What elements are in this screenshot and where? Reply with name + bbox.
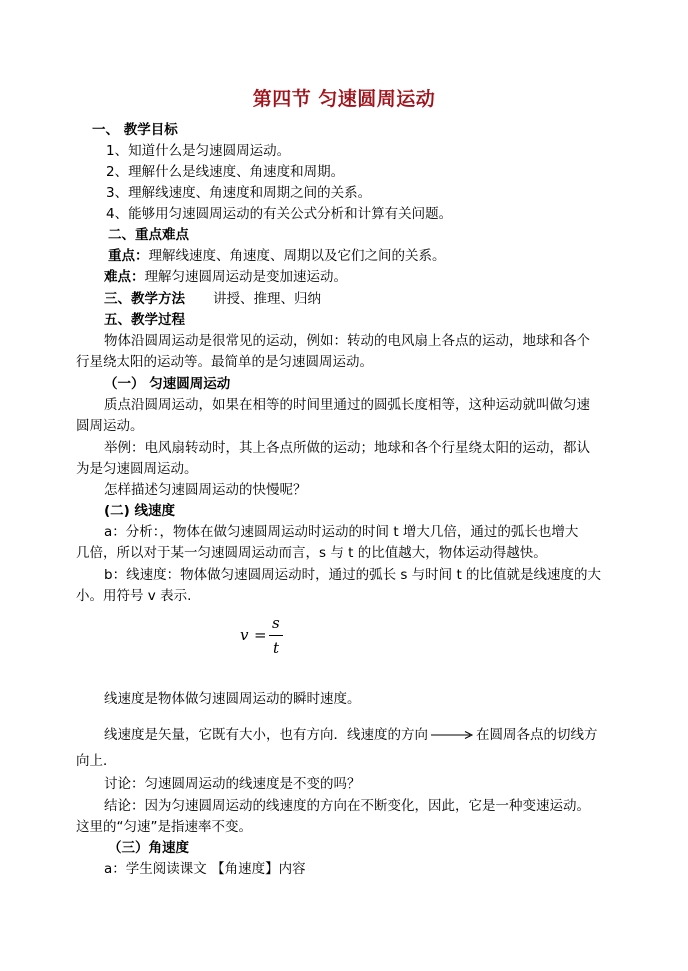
paragraph-line: 物体沿圆周运动是很常见的运动，例如：转动的电风扇上各点的运动，地球和各个 <box>104 333 590 349</box>
right-arrow-icon <box>430 730 474 740</box>
difficult-point <box>104 268 347 286</box>
teaching-methods <box>104 290 321 308</box>
page-title: 第四节 匀速圆周运动 <box>252 88 436 110</box>
paragraph-line: 为是匀速圆周运动。 <box>76 461 198 477</box>
paragraph-line: a：分析：，物体在做匀速圆周运动时运动的时间 t 增大几倍，通过的弧长也增大 <box>104 524 579 540</box>
section-heading-methods: 三、教学方法 <box>104 291 185 307</box>
formula-equals: = <box>254 626 267 644</box>
subsection-heading-linear-velocity: (二) 线速度 <box>104 503 176 519</box>
difficult-point-text: 理解匀速圆周运动是变加速运动。 <box>144 269 347 285</box>
paragraph-line: 行星绕太阳的运动等。最简单的是匀速圆周运动。 <box>76 354 373 370</box>
direction-text-a: 线速度是矢量，它既有大小，也有方向．线速度的方向 <box>104 727 428 743</box>
paragraph-line: 这里的“匀速”是指速率不变。 <box>76 819 252 835</box>
formula-denominator: t <box>273 639 280 657</box>
objective-item: 3、理解线速度、角速度和周期之间的关系。 <box>106 185 372 201</box>
paragraph-line-with-arrow <box>104 726 598 744</box>
key-point-text: 理解线速度、角速度、周期以及它们之间的关系。 <box>148 248 446 264</box>
paragraph-line: 结论：因为匀速圆周运动的线速度的方向在不断变化，因此，它是一种变速运动。 <box>104 798 590 814</box>
difficult-point-label: 难点： <box>104 269 145 285</box>
paragraph-line: 质点沿圆周运动，如果在相等的时间里通过的圆弧长度相等，这种运动就叫做匀速 <box>104 397 590 413</box>
key-point <box>108 247 446 265</box>
section-heading-key-points: 二、重点难点 <box>108 227 189 243</box>
formula-lhs: v <box>240 626 249 644</box>
section-heading-objectives: 一、 教学目标 <box>92 122 178 138</box>
fraction-bar <box>269 635 283 636</box>
methods-text: 讲授、推理、归纳 <box>213 291 321 307</box>
direction-text-b: 在圆周各点的切线方 <box>476 727 598 743</box>
key-point-label: 重点： <box>108 248 149 264</box>
paragraph-line: 小。用符号 v 表示. <box>76 588 192 604</box>
paragraph-line: b：线速度：物体做匀速圆周运动时，通过的弧长 s 与时间 t 的比值就是线速度的大 <box>104 567 602 583</box>
paragraph-line: a：学生阅读课文 【角速度】内容 <box>104 861 306 877</box>
subsection-heading-uniform-circular-motion: （一） 匀速圆周运动 <box>104 376 231 392</box>
paragraph-line: 几倍，所以对于某一匀速圆周运动而言，s 与 t 的比值越大，物体运动得越快。 <box>76 545 547 561</box>
paragraph-line: 圆周运动。 <box>76 418 144 434</box>
objective-item: 4、能够用匀速圆周运动的有关公式分析和计算有关问题。 <box>106 206 453 222</box>
section-heading-process: 五、教学过程 <box>104 312 185 328</box>
paragraph-line: 举例：电风扇转动时，其上各点所做的运动；地球和各个行星绕太阳的运动，都认 <box>104 440 590 456</box>
formula-numerator: s <box>272 614 280 632</box>
paragraph-line: 讨论：匀速圆周运动的线速度是不变的吗？ <box>104 776 361 792</box>
objective-item: 1、知道什么是匀速圆周运动。 <box>106 143 291 159</box>
paragraph-line: 线速度是物体做匀速圆周运动的瞬时速度。 <box>104 691 361 707</box>
paragraph-line: 向上． <box>76 753 117 769</box>
paragraph-line: 怎样描述匀速圆周运动的快慢呢？ <box>104 482 307 498</box>
objective-item: 2、理解什么是线速度、角速度和周期。 <box>106 164 345 180</box>
subsection-heading-angular-velocity: （三）角速度 <box>108 840 189 856</box>
